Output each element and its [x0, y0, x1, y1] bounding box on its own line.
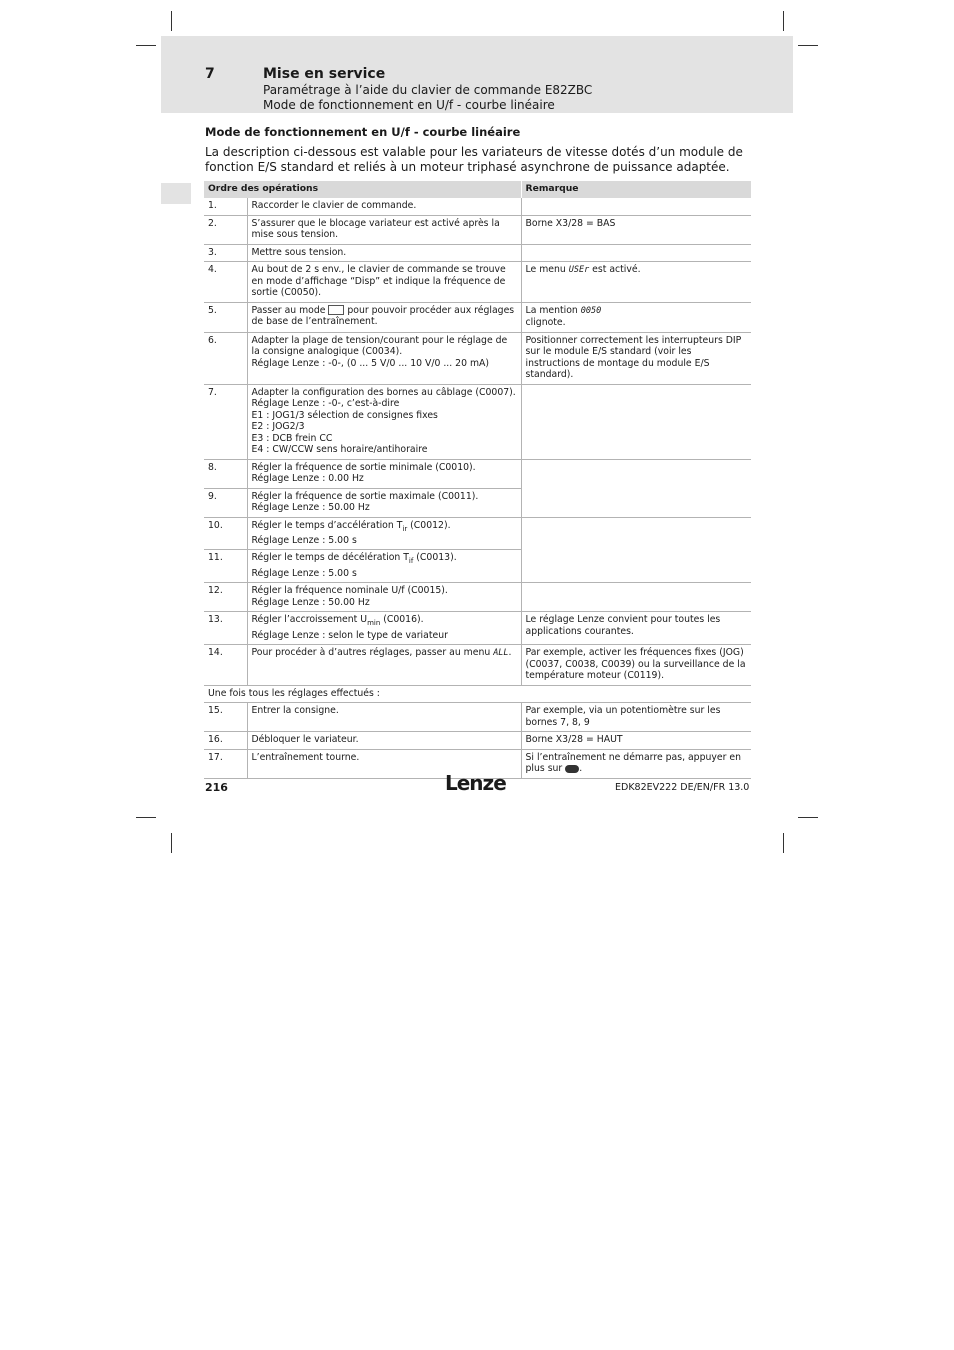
crop-mark: [783, 11, 784, 31]
step-remark: La mention 0050 clignote.: [521, 302, 751, 332]
step-number: 6.: [204, 332, 247, 384]
document-reference: EDK82EV222 DE/EN/FR 13.0: [615, 782, 750, 793]
step-text: Régler l’accroissement $U_{min}$ (C0016). Réglage Lenze : selon le type de variateur: [247, 612, 521, 645]
table-row-note: [204, 685, 751, 703]
step-remark: Positionner correctement les interrupteurs DIP sur le module E/S standard (voir les instructions de montage du module E/S standard).: [521, 332, 751, 384]
step-number: 13.: [204, 612, 247, 645]
step-number: 1.: [204, 198, 247, 215]
table-row: [204, 332, 751, 384]
step-remark: Borne X3/28 = HAUT: [521, 732, 751, 750]
step-text: L’entraînement tourne.: [247, 749, 521, 778]
step-text: Régler le temps de décélération $T_{if}$ (C0013). Réglage Lenze : 5.00 s: [247, 550, 521, 583]
step-text: Débloquer le variateur.: [247, 732, 521, 750]
table-header-row: [204, 181, 751, 198]
display-code: USEr: [568, 265, 590, 275]
step-text: Adapter la plage de tension/courant pour le réglage de la consigne analogique (C0034). Réglage Lenze : -0-, (0 ... 5 V/0 ... 10 V/0 ... 20 mA): [247, 332, 521, 384]
run-key-icon: [565, 765, 579, 773]
crop-mark: [783, 833, 784, 853]
step-text: Au bout de 2 s env., le clavier de commande se trouve en mode d’affichage “Disp” et indique la fréquence de sortie (C0050).: [247, 262, 521, 303]
step-number: 7.: [204, 384, 247, 459]
crop-mark: [798, 45, 818, 46]
step-remark: Borne X3/28 = BAS: [521, 215, 751, 244]
step-remark: Par exemple, activer les fréquences fixes (JOG) (C0037, C0038, C0039) ou la surveillance de la température moteur (C0119).: [521, 645, 751, 686]
col-header-steps: Ordre des opérations: [204, 181, 521, 198]
table-row: [204, 583, 751, 612]
step-text: Adapter la configuration des bornes au câblage (C0007). Réglage Lenze : -0-, c’est-à-dire E1 : JOG1/3 sélection de consignes fixes E2 : JOG2/3 E3 : DCB frein CC E4 : CW/CCW sens horaire/antihoraire: [247, 384, 521, 459]
step-remark: [521, 244, 751, 262]
step-number: 4.: [204, 262, 247, 303]
step-number: 16.: [204, 732, 247, 750]
step-number: 5.: [204, 302, 247, 332]
step-remark: Si l’entraînement ne démarre pas, appuyer en plus sur .: [521, 749, 751, 778]
step-remark: [521, 583, 751, 612]
step-text: Régler la fréquence de sortie minimale (C0010). Réglage Lenze : 0.00 Hz: [247, 459, 521, 488]
intro-paragraph: La description ci-dessous est valable pour les variateurs de vitesse dotés d’un module de fonction E/S standard et reliés à un moteur triphasé asynchrone de puissance adaptée.: [205, 145, 743, 174]
step-text: Entrer la consigne.: [247, 703, 521, 732]
crop-mark: [171, 833, 172, 853]
subtitle-1: Paramétrage à l’aide du clavier de commande E82ZBC: [263, 83, 593, 97]
step-remark: [521, 459, 751, 517]
operations-table: [204, 181, 751, 779]
display-code: ALL: [493, 648, 509, 659]
table-row: [204, 384, 751, 459]
step-number: 3.: [204, 244, 247, 262]
crop-mark: [136, 45, 156, 46]
step-number: 8.: [204, 459, 247, 488]
note-text: Une fois tous les réglages effectués :: [204, 685, 751, 703]
table-row: [204, 244, 751, 262]
table-row: [204, 198, 751, 215]
step-text: Régler la fréquence de sortie maximale (C0011). Réglage Lenze : 50.00 Hz: [247, 488, 521, 517]
step-number: 9.: [204, 488, 247, 517]
section-heading: Mode de fonctionnement en U/f - courbe linéaire: [205, 125, 521, 139]
table-row: [204, 645, 751, 686]
crop-mark: [798, 817, 818, 818]
step-text: Raccorder le clavier de commande.: [247, 198, 521, 215]
chapter-number: 7: [205, 66, 215, 82]
step-number: 2.: [204, 215, 247, 244]
table-row: [204, 612, 751, 645]
step-number: 17.: [204, 749, 247, 778]
step-text: Régler la fréquence nominale U/f (C0015). Réglage Lenze : 50.00 Hz: [247, 583, 521, 612]
step-number: 15.: [204, 703, 247, 732]
crop-mark: [171, 11, 172, 31]
display-code: 0050: [580, 305, 602, 316]
step-text: Mettre sous tension.: [247, 244, 521, 262]
table-row: [204, 215, 751, 244]
step-remark: Le menu USEr est activé.: [521, 262, 751, 303]
step-number: 10.: [204, 517, 247, 550]
step-text: Pour procéder à d’autres réglages, passer au menu ALL.: [247, 645, 521, 686]
table-row: [204, 732, 751, 750]
step-number: 11.: [204, 550, 247, 583]
lenze-logo: Lenze: [445, 771, 506, 795]
side-tab: [161, 183, 191, 204]
step-text: Régler le temps d’accélération $T_{ir}$ (C0012). Réglage Lenze : 5.00 s: [247, 517, 521, 550]
step-remark: Le réglage Lenze convient pour toutes les applications courantes.: [521, 612, 751, 645]
crop-mark: [136, 817, 156, 818]
step-text: Passer au mode pour pouvoir procéder aux réglages de base de l’entraînement.: [247, 302, 521, 332]
step-remark: [521, 384, 751, 459]
chapter-title: Mise en service: [263, 66, 386, 82]
page-number: 216: [205, 781, 228, 794]
step-remark: Par exemple, via un potentiomètre sur les bornes 7, 8, 9: [521, 703, 751, 732]
table-row: [204, 703, 751, 732]
code-key-icon: [328, 305, 344, 315]
step-number: 14.: [204, 645, 247, 686]
table-row: [204, 302, 751, 332]
table-row: [204, 459, 751, 488]
step-text: S’assurer que le blocage variateur est activé après la mise sous tension.: [247, 215, 521, 244]
table-row: [204, 517, 751, 550]
col-header-remark: Remarque: [521, 181, 751, 198]
step-remark: [521, 198, 751, 215]
step-remark: [521, 517, 751, 583]
step-number: 12.: [204, 583, 247, 612]
subtitle-2: Mode de fonctionnement en U/f - courbe linéaire: [263, 98, 555, 112]
table-row: [204, 262, 751, 303]
